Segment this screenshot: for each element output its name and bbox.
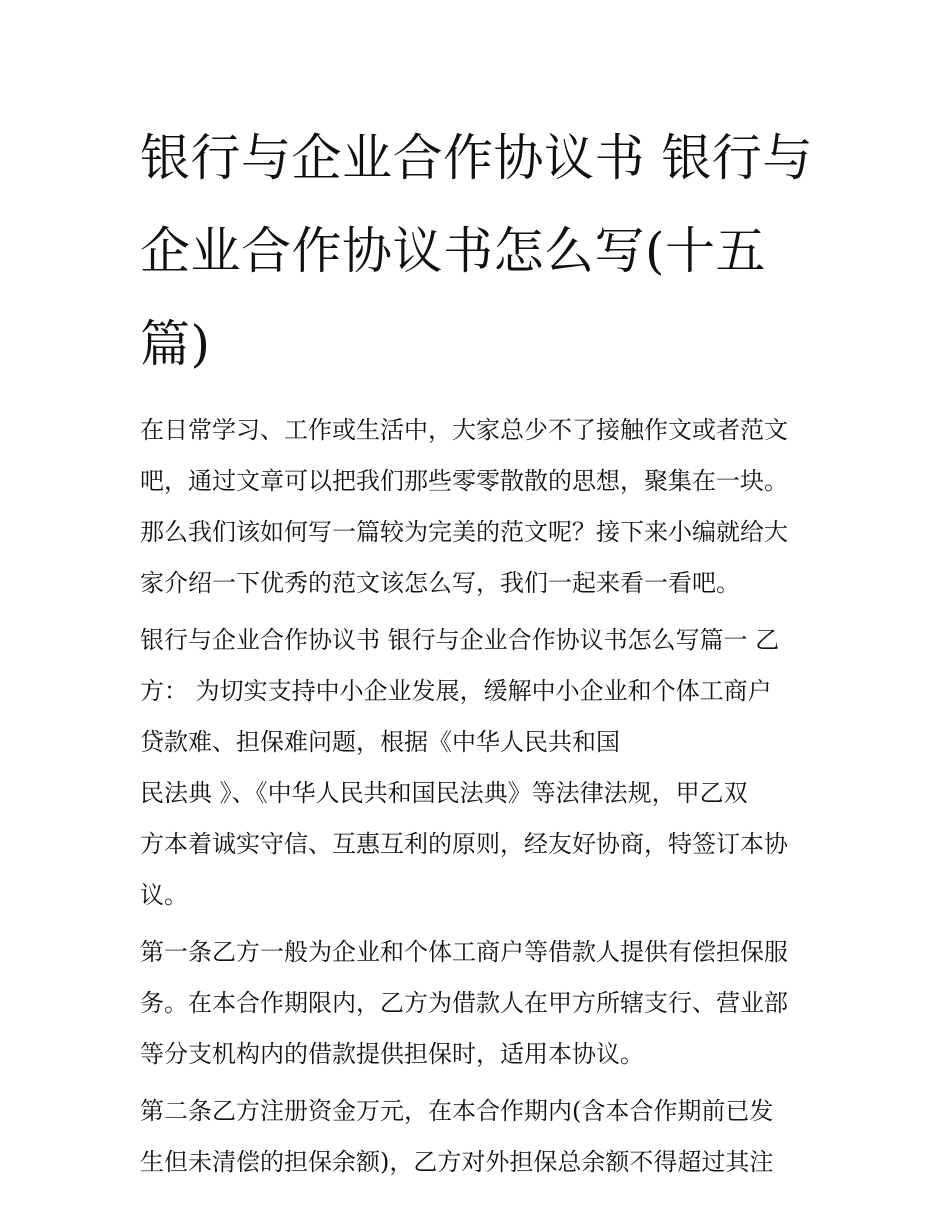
article-two-paragraph xyxy=(140,1086,820,1188)
text-line: 方本着诚实守信、互惠互利的原则，经友好协商，特签订本协 xyxy=(140,830,788,858)
text-line: 在日常学习、工作或生活中，大家总少不了接触作文或者范文 xyxy=(140,416,788,444)
text-line: 生但未清偿的担保余额)，乙方对外担保总余额不得超过其注 xyxy=(140,1148,774,1176)
text-line: 务。在本合作期限内，乙方为借款人在甲方所辖支行、营业部 xyxy=(140,989,788,1017)
text-line: 第一条乙方一般为企业和个体工商户等借款人提供有偿担保服 xyxy=(140,938,788,966)
document-page xyxy=(140,112,820,1188)
title-line: 篇) xyxy=(140,315,211,373)
text-line: 议。 xyxy=(140,881,188,909)
agreement-preamble-paragraph xyxy=(140,615,820,921)
article-one-paragraph xyxy=(140,927,820,1080)
text-line: 第二条乙方注册资金万元，在本合作期内(含本合作期前已发 xyxy=(140,1097,774,1125)
text-line: 吧，通过文章可以把我们那些零零散散的思想，聚集在一块。 xyxy=(140,467,788,495)
text-line: 那么我们该如何写一篇较为完美的范文呢？接下来小编就给大 xyxy=(140,518,788,546)
document-title xyxy=(140,112,820,391)
title-line: 银行与企业合作协议书 银行与 xyxy=(140,129,813,187)
text-line: 民法典 》、《中华人民共和国民法典》等法律法规，甲乙双 xyxy=(140,779,748,807)
intro-paragraph xyxy=(140,405,820,609)
text-line: 等分支机构内的借款提供担保时，适用本协议。 xyxy=(140,1040,644,1068)
text-line: 贷款难、担保难问题，根据《中华人民共和国 xyxy=(140,728,620,756)
title-line: 企业合作协议书怎么写(十五 xyxy=(140,222,767,280)
text-line: 银行与企业合作协议书 银行与企业合作协议书怎么写篇一 乙 xyxy=(140,626,780,654)
text-line: 方： 为切实支持中小企业发展，缓解中小企业和个体工商户 xyxy=(140,677,772,705)
document-body xyxy=(140,405,820,1188)
text-line: 家介绍一下优秀的范文该怎么写，我们一起来看一看吧。 xyxy=(140,569,740,597)
